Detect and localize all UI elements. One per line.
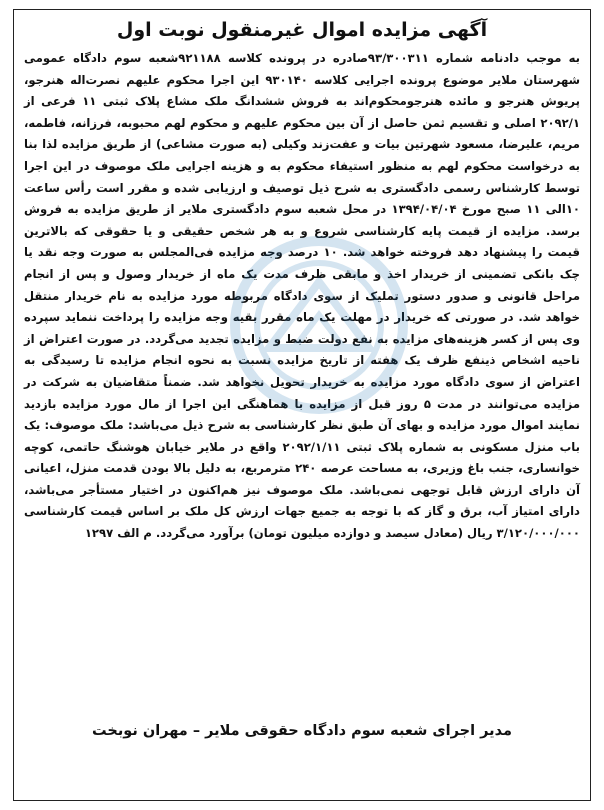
notice-signature: مدیر اجرای شعبه سوم دادگاه حقوقی ملایر – مهران نوبخت — [92, 723, 512, 739]
notice-title: آگهی مزایده اموال غیرمنقول نوبت اول — [116, 19, 488, 41]
auction-notice — [13, 9, 591, 801]
notice-paragraph: به موجب دادنامه شماره ۹۳/۳۰۰۳۱۱صادره در پرونده کلاسه ۹۲۱۱۸۸شعبه سوم دادگاه عمومی شهرستان ملایر موضوع پرونده اجرایی کلاسه ۹۳۰۱۴۰ این اجرا محکوم علیهم نصرت‌اله هنرجو، پریوش هنرجو و مائده هنرجومحکوم‌اند به فروش ششدانگ ملک مشاع پلاک ثبتی ۱۱ فرعی از ۲۰۹۲/۱ اصلی و تقسیم ثمن حاصل از آن بین محکوم علیهم و محکوم لهم محبوبه، فرزانه، فاطمه، مریم، علیرضا، مسعود شهرتین بیات و عفت‌زند وکیلی (به صورت مشاعی) از طریق مزایده لذا بنا به درخواست محکوم لهم به منظور استیفاء محکوم به و هزینه اجرایی ملک موصوف در این اجرا توسط کارشناس رسمی دادگستری به شرح ذیل توصیف و ارزیابی شده و مقرر است رأس ساعت ۱۰الی ۱۱ صبح مورخ ۱۳۹۴/۰۴/۰۴ در محل شعبه سوم دادگستری ملایر از طریق مزایده به فروش برسد. مزایده از قیمت پایه کارشناسی شروع و به هر شخص حقیقی و یا حقوقی که بالاترین قیمت را پیشنهاد دهد فروخته خواهد شد. ۱۰ درصد وجه مزایده فی‌المجلس به صورت وجه نقد یا چک بانکی تضمینی از خریدار اخذ و مابقی ظرف مدت یک ماه از خریدار وصول و پس از انجام مراحل قانونی و صدور دستور تملیک از سوی دادگاه مربوطه مورد مزایده به نام خریدار منتقل خواهد شد. در صورتی که خریدار در مهلت یک ماه مقرر بقیه وجه مزایده را پرداخت ننماید سپرده وی پس از کسر هزینه‌های مزایده به نفع دولت ضبط و مزایده تجدید می‌گردد. در صورت اعتراض از ناحیه اشخاص ذینفع ظرف یک هفته از تاریخ مزایده نسبت به نحوه انجام مزایده تا رسیدگی به اعتراض از سوی دادگاه مورد مزایده به خریدار تحویل نخواهد شد. ضمناً متقاضیان به شرکت در مزایده می‌توانند در مدت ۵ روز قبل از مزایده با هماهنگی این اجرا از مال مورد مزایده بازدید نمایند اموال مورد مزایده و بهای آن طبق نظر کارشناسی به شرح ذیل می‌باشد: ملک موصوف: یک باب منزل مسکونی به شماره پلاک ثبتی ۲۰۹۲/۱/۱۱ واقع در ملایر خیابان هوشنگ حاتمی، کوچه خوانساری، جنب باغ وزیری، به مساحت عرصه ۲۴۰ مترمربع، به دلیل بالا بودن قدمت منزل، اعیانی آن دارای ارزش قابل توجهی نمی‌باشد. ملک موصوف نیز هم‌اکنون در اختیار مستأجر می‌باشد، دارای امتیاز آب، برق و گاز که با توجه به جمیع جهات ارزش کل ملک بر اساس قیمت کارشناسی ۳/۱۲۰/۰۰۰/۰۰۰ ریال (معادل سیصد و دوازده میلیون تومان) برآورد می‌گردد. م الف ۱۲۹۷ — [24, 51, 581, 541]
notice-body — [24, 48, 580, 545]
